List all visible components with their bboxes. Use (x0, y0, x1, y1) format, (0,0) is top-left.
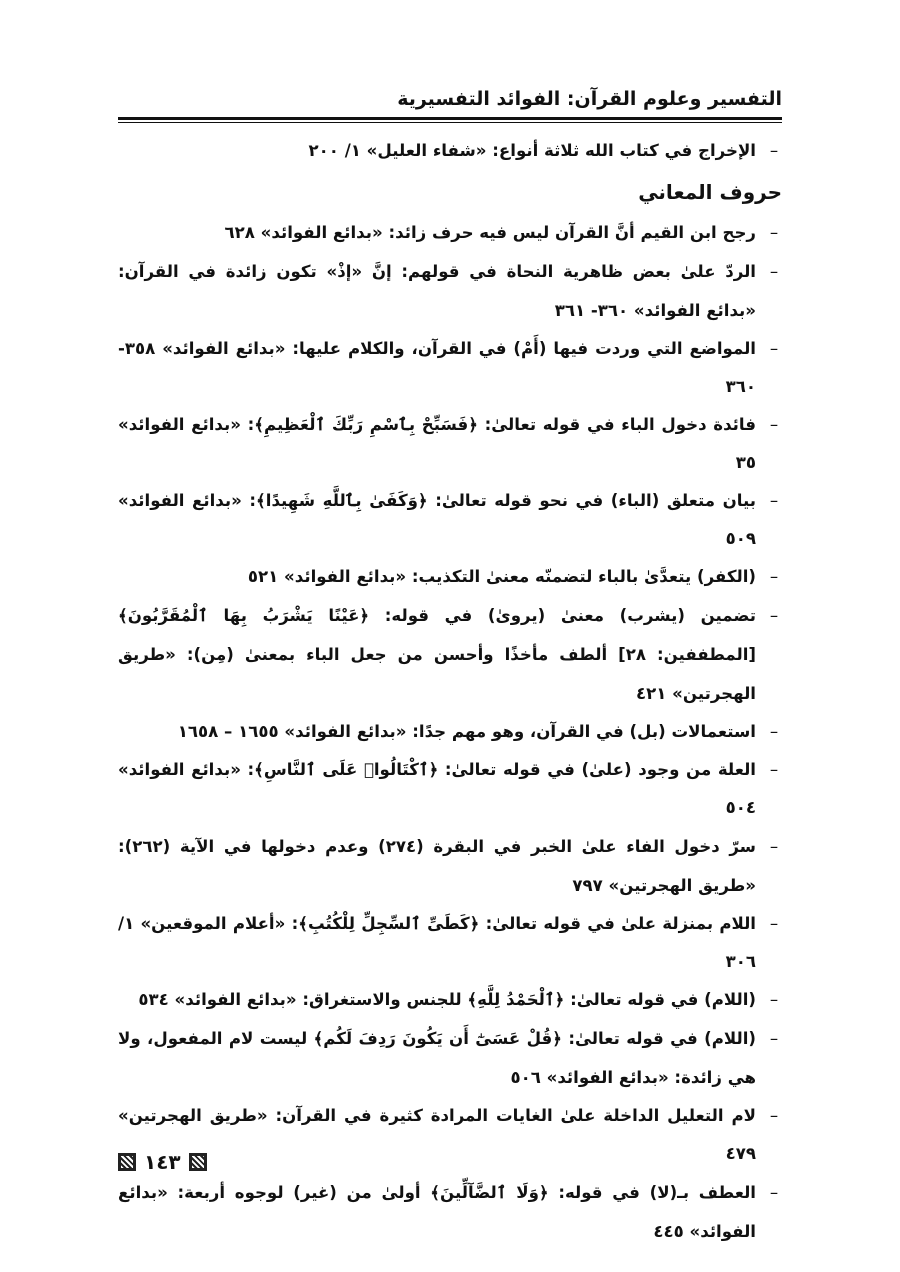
index-entry (118, 482, 782, 558)
ornament-left-icon (118, 1153, 136, 1171)
index-entry (118, 330, 782, 406)
bullet-dash: – (769, 1183, 779, 1202)
index-entry (118, 827, 782, 905)
bullet-dash: – (769, 415, 779, 434)
index-content (118, 132, 782, 1251)
entry-text: المواضع التي وردت فيها (أَمْ) في القرآن، والكلام عليها: «بدائع الفوائد» ٣٥٨- ٣٦٠ (118, 339, 756, 396)
bullet-dash: – (769, 339, 779, 358)
entry-text: الإخراج في كتاب الله ثلاثة أنواع: «شفاء العليل» ١/ ٢٠٠ (308, 141, 756, 160)
entry-text: (اللام) في قوله تعالىٰ: ﴿ٱلْحَمْدُ لِلَّهِ﴾ للجنس والاستغراق: «بدائع الفوائد» ٥٣٤ (138, 990, 756, 1009)
header-rule-thick (118, 117, 782, 120)
bullet-dash: – (769, 491, 779, 510)
index-entry (118, 214, 782, 252)
bullet-dash: – (769, 606, 779, 625)
bullet-dash: – (769, 1029, 779, 1048)
entry-text: الردّ علىٰ بعض ظاهرية النحاة في قولهم: إنَّ «إذْ» تكون زائدة في القرآن: «بدائع الفوائد» ٣٦٠- ٣٦١ (118, 262, 756, 320)
bullet-dash: – (769, 837, 779, 856)
bullet-dash: – (769, 567, 779, 586)
bullet-dash: – (769, 141, 779, 160)
bullet-dash: – (769, 914, 779, 933)
bullet-dash: – (769, 223, 779, 242)
index-entry (118, 558, 782, 596)
entry-text: (الكفر) يتعدَّىٰ بالباء لتضمنّه معنىٰ التكذيب: «بدائع الفوائد» ٥٢١ (247, 567, 756, 586)
bullet-dash: – (769, 262, 779, 281)
page-number: ١٤٣ (144, 1150, 181, 1174)
index-entry (118, 406, 782, 482)
entry-text: العلة من وجود (علىٰ) في قوله تعالىٰ: ﴿ٱكْتَالُوا۟ عَلَى ٱلنَّاسِ﴾: «بدائع الفوائد» ٥٠٤ (118, 760, 756, 817)
entry-text: سرّ دخول الفاء علىٰ الخبر في البقرة (٢٧٤) وعدم دخولها في الآية (٢٦٢): «طريق الهجرتين» ٧٩٧ (118, 837, 756, 895)
entry-text: (اللام) في قوله تعالىٰ: ﴿قُلْ عَسَىٰٓ أَن يَكُونَ رَدِفَ لَكُم﴾ ليست لام المفعول، ولا هي زائدة: «بدائع الفوائد» ٥٠٦ (118, 1029, 756, 1087)
entry-text: لام التعليل الداخلة علىٰ الغايات المرادة كثيرة في القرآن: «طريق الهجرتين» ٤٧٩ (118, 1106, 756, 1163)
index-entry (118, 132, 782, 170)
ornament-right-icon (189, 1153, 207, 1171)
index-entry (118, 751, 782, 827)
index-entry (118, 981, 782, 1019)
entry-text: العطف بـ(لا) في قوله: ﴿وَلَا ٱلضَّآلِّينَ﴾ أولىٰ من (غير) لوجوه أربعة: «بدائع الفوائد» ٤٤٥ (118, 1183, 756, 1241)
index-entry (118, 252, 782, 330)
entry-text: رجح ابن القيم أنَّ القرآن ليس فيه حرف زائد: «بدائع الفوائد» ٦٢٨ (224, 223, 756, 242)
index-entry (118, 713, 782, 751)
header-rule-thin (118, 122, 782, 123)
index-entry (118, 1019, 782, 1097)
index-entry (118, 1097, 782, 1173)
entry-text: فائدة دخول الباء في قوله تعالىٰ: ﴿فَسَبِّحْ بِٱسْمِ رَبِّكَ ٱلْعَظِيمِ﴾: «بدائع الفوائد» ٣٥ (118, 415, 756, 472)
running-header: التفسير وعلوم القرآن: الفوائد التفسيرية (397, 88, 782, 110)
section-heading: حروف المعاني (638, 180, 782, 204)
page-footer (118, 1152, 207, 1172)
index-entry (118, 905, 782, 981)
bullet-dash: – (769, 990, 779, 1009)
entry-text: استعمالات (بل) في القرآن، وهو مهم جدًا: «بدائع الفوائد» ١٦٥٥ – ١٦٥٨ (177, 722, 756, 741)
bullet-dash: – (769, 760, 779, 779)
bullet-dash: – (769, 1106, 779, 1125)
entry-text: اللام بمنزلة علىٰ في قوله تعالىٰ: ﴿كَطَىِّ ٱلسِّجِلِّ لِلْكُتُبِ﴾: «أعلام الموقعين» ١/ ٣٠٦ (118, 914, 756, 971)
entry-text: بيان متعلق (الباء) في نحو قوله تعالىٰ: ﴿وَكَفَىٰ بِٱللَّهِ شَهِيدًا﴾: «بدائع الفوائد» ٥٠٩ (118, 491, 756, 548)
index-entry (118, 596, 782, 713)
entry-text: تضمين (يشرب) معنىٰ (يروىٰ) في قوله: ﴿عَيْنًا يَشْرَبُ بِهَا ٱلْمُقَرَّبُونَ﴾ [المطففين: ٢٨] ألطف مأخذًا وأحسن من جعل الباء بمعنىٰ (مِن): «طريق الهجرتين» ٤٢١ (118, 606, 757, 703)
index-entry (118, 1173, 782, 1251)
bullet-dash: – (769, 722, 779, 741)
